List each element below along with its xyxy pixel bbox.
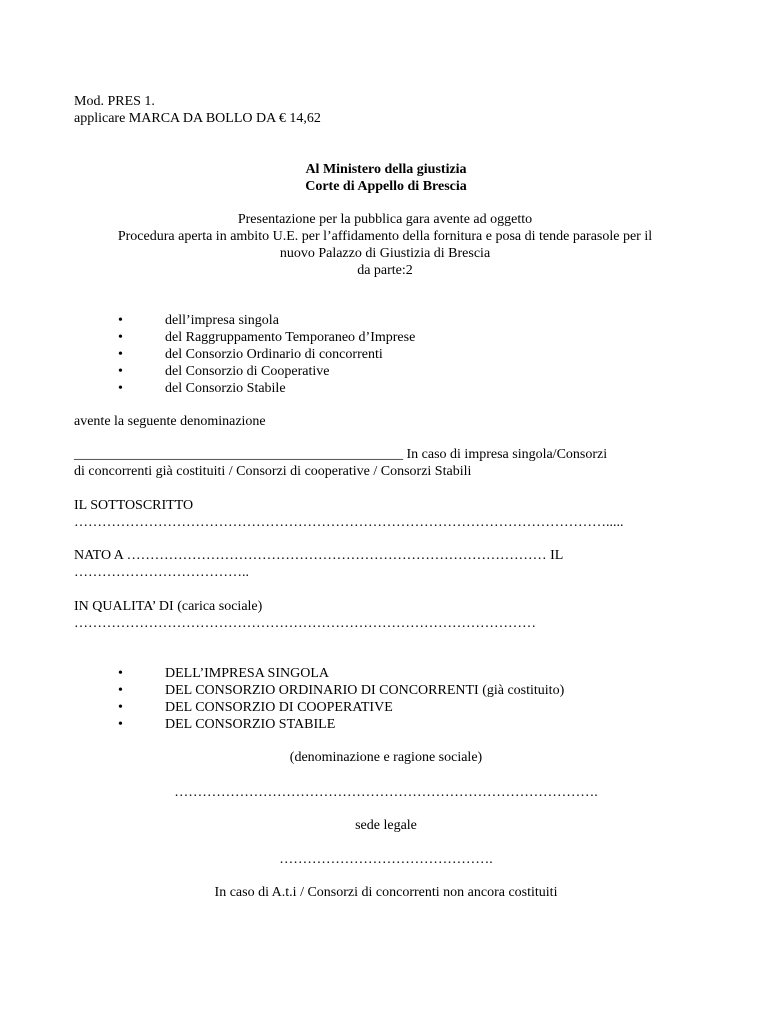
model-code: Mod. PRES 1. (74, 94, 155, 109)
list-item: • DEL CONSORZIO ORDINARIO DI CONCORRENTI (già costituito) (74, 682, 698, 699)
entity-type-list (74, 665, 698, 733)
registered-office-label: sede legale (355, 818, 417, 833)
birth-place-line: NATO A ……………………………………………………………………………… IL (74, 548, 564, 563)
addressee-court: Corte di Appello di Brescia (305, 179, 467, 194)
list-item: • DEL CONSORZIO STABILE (74, 716, 698, 733)
denomination-label-block (74, 413, 698, 430)
intro-line-4: da parte:2 (357, 263, 413, 278)
birth-date-line: ……………………………….. (74, 565, 249, 580)
denomination-note: di concorrenti già costituiti / Consorzi di cooperative / Consorzi Stabili (74, 464, 472, 479)
list-item: • DELL’IMPRESA SINGOLA (74, 665, 698, 682)
signatory-block (74, 497, 698, 531)
list-item: • DEL CONSORZIO DI COOPERATIVE (74, 699, 698, 716)
company-name-label-block (74, 749, 698, 766)
birth-block (74, 547, 698, 581)
signatory-name-blank: ……………………………………………………………………………………………………..... (74, 515, 624, 530)
stamp-duty-note: applicare MARCA DA BOLLO DA € 14,62 (74, 111, 321, 126)
addressee-block (74, 161, 698, 195)
list-item: • del Consorzio Ordinario di concorrenti (74, 346, 698, 363)
role-block (74, 598, 698, 632)
company-name-blank-block (74, 784, 698, 801)
ati-note: In caso di A.t.i / Consorzi di concorrenti non ancora costituiti (214, 885, 558, 900)
denomination-blank-line: _______________________________________________ In caso di impresa singola/Consorzi (74, 447, 608, 462)
company-name-label: (denominazione e ragione sociale) (289, 750, 483, 765)
intro-block (40, 211, 730, 279)
role-label: IN QUALITA’ DI (carica sociale) (74, 599, 263, 614)
addressee-ministry: Al Ministero della giustizia (305, 162, 467, 177)
role-blank: ……………………………………………………………………………………… (74, 616, 536, 631)
seat-blank-block (74, 851, 698, 868)
participant-type-list (74, 312, 698, 397)
list-item: • del Consorzio Stabile (74, 380, 698, 397)
signatory-label: IL SOTTOSCRITTO (74, 498, 194, 513)
intro-line-1: Presentazione per la pubblica gara avente ad oggetto (237, 212, 533, 227)
list-item: • del Raggruppamento Temporaneo d’Imprese (74, 329, 698, 346)
ati-note-block (74, 884, 698, 901)
list-item: • del Consorzio di Cooperative (74, 363, 698, 380)
list-item: • dell’impresa singola (74, 312, 698, 329)
seat-label-block (74, 817, 698, 834)
header-block (74, 93, 698, 127)
denomination-label: avente la seguente denominazione (74, 414, 266, 429)
intro-line-3: nuovo Palazzo di Giustizia di Brescia (279, 246, 491, 261)
registered-office-blank: ………………………………………. (279, 852, 493, 867)
company-name-blank: ………………………………………………………………………………. (174, 785, 598, 800)
denomination-block (74, 446, 698, 480)
intro-line-2: Procedura aperta in ambito U.E. per l’affidamento della fornitura e posa di tende parasole per il (117, 229, 653, 244)
